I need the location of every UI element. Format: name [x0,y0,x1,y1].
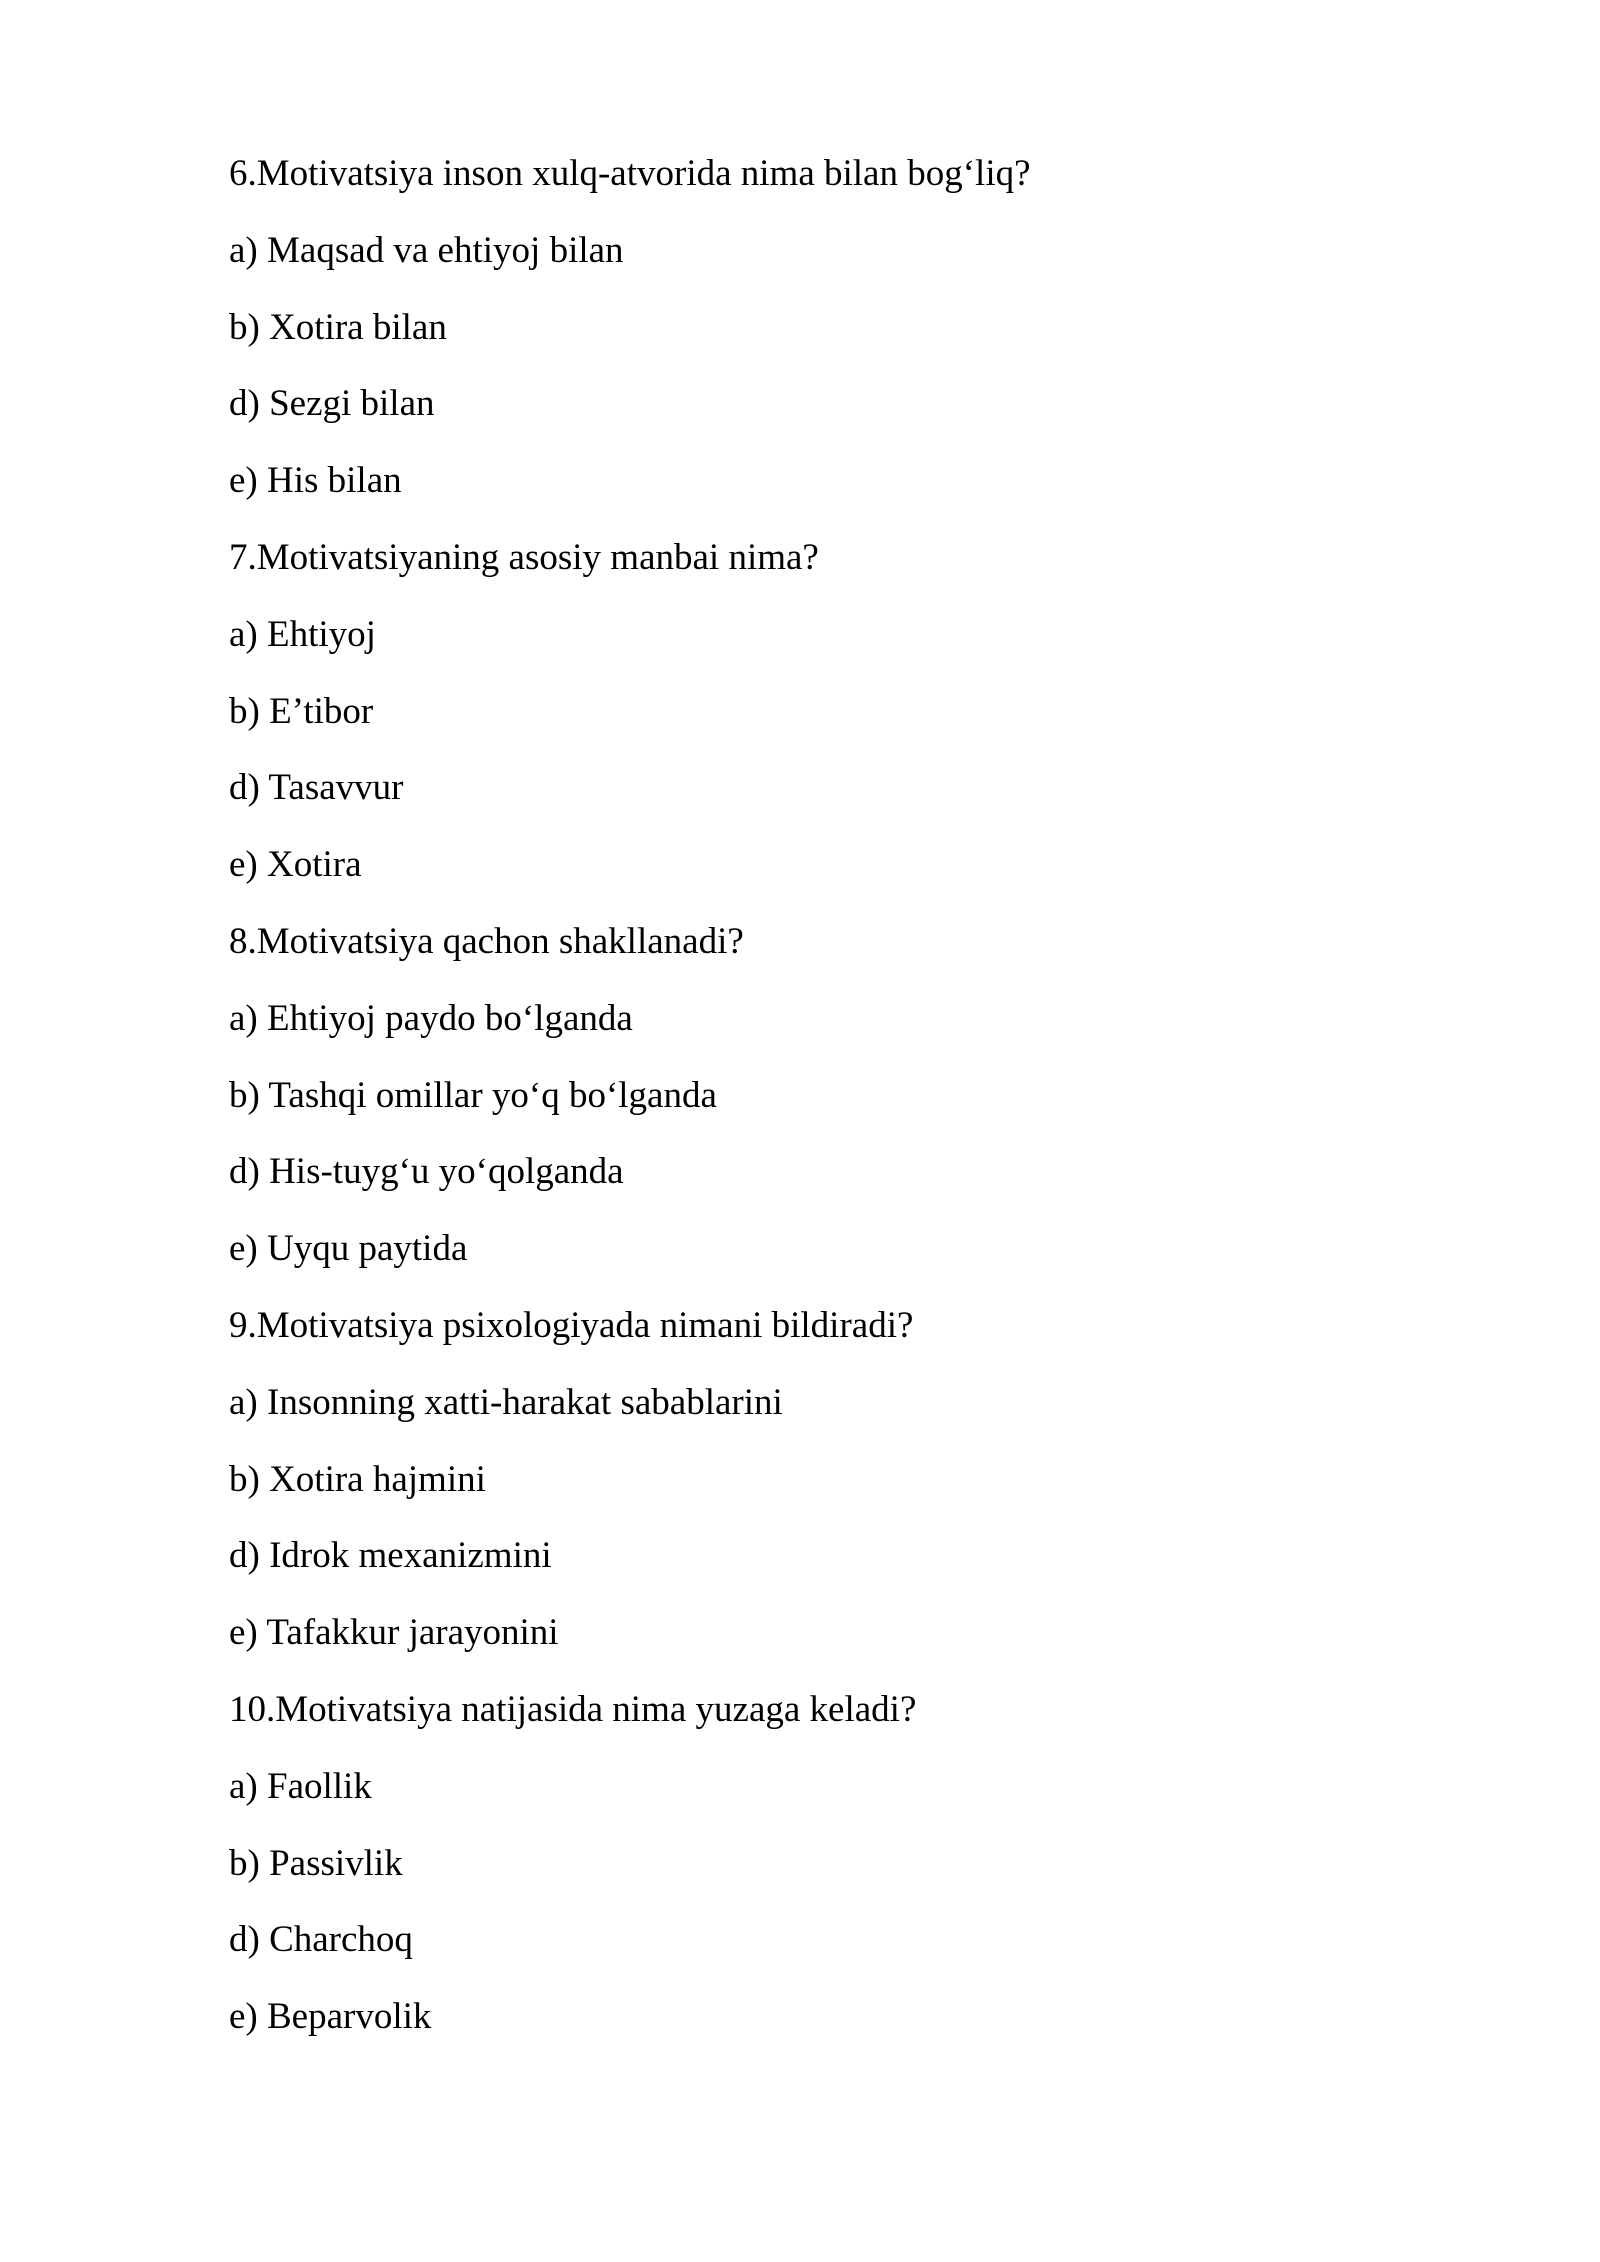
answer-option: d) Charchoq [229,1919,413,1961]
question-text: 8.Motivatsiya qachon shakllanadi? [229,920,744,962]
question-block-9 [229,1300,1429,1684]
answer-option: d) Tasavvur [229,767,404,809]
answer-option: e) Xotira [229,844,362,886]
question-block-7 [229,532,1429,916]
question-block-8 [229,916,1429,1300]
answer-option: d) His-tuyg‘u yo‘qolganda [229,1151,624,1193]
answer-option: a) Ehtiyoj [229,613,376,655]
answer-option: a) Insonning xatti-harakat sabablarini [229,1381,783,1423]
question-list [229,148,1429,2068]
answer-option: b) Xotira hajmini [229,1458,486,1500]
question-text: 7.Motivatsiyaning asosiy manbai nima? [229,536,819,578]
question-text: 6.Motivatsiya inson xulq-atvorida nima bilan bog‘liq? [229,153,1031,194]
answer-option: d) Sezgi bilan [229,383,435,425]
answer-option: e) His bilan [229,460,402,502]
answer-option: a) Faollik [229,1765,372,1807]
answer-option: e) Tafakkur jarayonini [229,1612,559,1654]
answer-option: d) Idrok mexanizmini [229,1535,552,1577]
answer-option: a) Maqsad va ehtiyoj bilan [229,229,624,271]
answer-option: a) Ehtiyoj paydo bo‘lganda [229,997,633,1039]
answer-option: b) Tashqi omillar yo‘q bo‘lganda [229,1074,717,1116]
question-block-6 [229,148,1429,532]
question-block-10 [229,1684,1429,2068]
question-text: 10.Motivatsiya natijasida nima yuzaga keladi? [229,1688,917,1730]
answer-option: b) Passivlik [229,1842,403,1884]
question-text: 9.Motivatsiya psixologiyada nimani bildiradi? [229,1304,914,1346]
answer-option: e) Uyqu paytida [229,1228,468,1270]
answer-option: b) Xotira bilan [229,306,447,348]
answer-option: e) Beparvolik [229,1996,432,2038]
answer-option: b) E’tibor [229,690,374,732]
